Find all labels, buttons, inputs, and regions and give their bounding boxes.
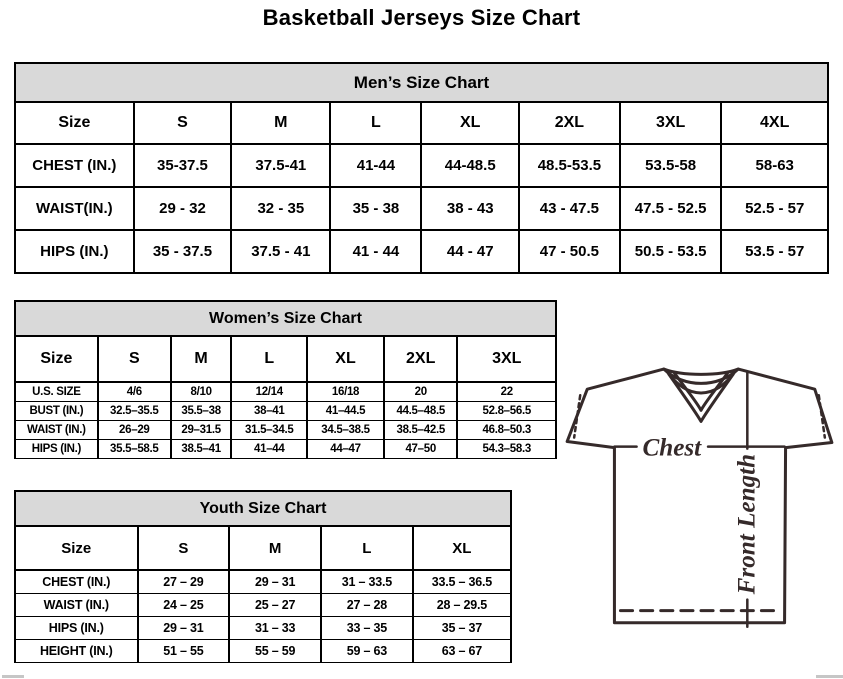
size-cell: 37.5-41 <box>231 144 330 187</box>
table-row <box>15 187 828 230</box>
size-cell: 35-37.5 <box>134 144 232 187</box>
size-cell: 37.5 - 41 <box>231 230 330 273</box>
size-cell: 32.5–35.5 <box>98 401 171 420</box>
table-row <box>15 570 511 593</box>
table-row <box>15 420 556 439</box>
size-cell: 59 – 63 <box>321 639 413 662</box>
column-header-xl: XL <box>421 102 519 144</box>
column-header-m: M <box>171 336 232 382</box>
size-cell: 44–47 <box>307 439 384 458</box>
size-cell: 41 - 44 <box>330 230 421 273</box>
size-cell: 31 – 33 <box>229 616 321 639</box>
size-cell: 41–44.5 <box>307 401 384 420</box>
size-cell: 41–44 <box>231 439 307 458</box>
size-cell: 47.5 - 52.5 <box>620 187 722 230</box>
size-cell: 29 – 31 <box>229 570 321 593</box>
mens-chart-title: Men’s Size Chart <box>14 62 829 103</box>
size-label-header: Size <box>15 526 138 570</box>
column-header-l: L <box>231 336 307 382</box>
table-row <box>15 401 556 420</box>
size-cell: 4/6 <box>98 382 171 401</box>
table-row <box>15 639 511 662</box>
size-cell: 44-48.5 <box>421 144 519 187</box>
size-cell: 48.5-53.5 <box>519 144 620 187</box>
youth-size-table <box>14 525 512 663</box>
mens-size-chart <box>14 62 829 274</box>
size-label-header: Size <box>15 102 134 144</box>
table-row <box>15 382 556 401</box>
row-label: HEIGHT (IN.) <box>15 639 138 662</box>
size-cell: 52.8–56.5 <box>457 401 556 420</box>
size-cell: 35.5–38 <box>171 401 232 420</box>
size-cell: 12/14 <box>231 382 307 401</box>
size-cell: 47 - 50.5 <box>519 230 620 273</box>
mens-size-table <box>14 101 829 274</box>
size-cell: 35 - 38 <box>330 187 421 230</box>
column-header-2xl: 2XL <box>519 102 620 144</box>
page-title: Basketball Jerseys Size Chart <box>262 5 581 30</box>
row-label: HIPS (IN.) <box>15 616 138 639</box>
size-cell: 51 – 55 <box>138 639 230 662</box>
column-header-2xl: 2XL <box>384 336 458 382</box>
youth-size-chart <box>14 490 512 663</box>
row-label: BUST (IN.) <box>15 401 98 420</box>
size-cell: 38–41 <box>231 401 307 420</box>
column-header-m: M <box>229 526 321 570</box>
size-cell: 25 – 27 <box>229 593 321 616</box>
size-cell: 16/18 <box>307 382 384 401</box>
size-cell: 27 – 28 <box>321 593 413 616</box>
size-cell: 47–50 <box>384 439 458 458</box>
row-label: U.S. SIZE <box>15 382 98 401</box>
size-cell: 34.5–38.5 <box>307 420 384 439</box>
table-row <box>15 616 511 639</box>
column-header-l: L <box>330 102 421 144</box>
column-header-s: S <box>138 526 230 570</box>
row-label: HIPS (IN.) <box>15 230 134 273</box>
row-label: WAIST(IN.) <box>15 187 134 230</box>
column-header-3xl: 3XL <box>457 336 556 382</box>
table-row <box>15 230 828 273</box>
jersey-measurement-diagram <box>556 358 843 660</box>
column-header-l: L <box>321 526 413 570</box>
row-label: WAIST (IN.) <box>15 420 98 439</box>
size-cell: 27 – 29 <box>138 570 230 593</box>
size-cell: 28 – 29.5 <box>413 593 511 616</box>
size-cell: 29–31.5 <box>171 420 232 439</box>
size-cell: 52.5 - 57 <box>721 187 828 230</box>
size-cell: 53.5-58 <box>620 144 722 187</box>
size-cell: 43 - 47.5 <box>519 187 620 230</box>
size-cell: 32 - 35 <box>231 187 330 230</box>
size-cell: 29 - 32 <box>134 187 232 230</box>
column-header-s: S <box>134 102 232 144</box>
size-cell: 35.5–58.5 <box>98 439 171 458</box>
womens-size-table <box>14 335 557 459</box>
front-length-label: Front Length <box>733 453 761 595</box>
womens-size-chart <box>14 300 557 459</box>
size-cell: 44 - 47 <box>421 230 519 273</box>
size-cell: 38.5–41 <box>171 439 232 458</box>
size-cell: 50.5 - 53.5 <box>620 230 722 273</box>
column-header-xl: XL <box>307 336 384 382</box>
womens-chart-title: Women’s Size Chart <box>14 300 557 337</box>
size-cell: 31.5–34.5 <box>231 420 307 439</box>
size-cell: 63 – 67 <box>413 639 511 662</box>
row-label: CHEST (IN.) <box>15 570 138 593</box>
size-cell: 33 – 35 <box>321 616 413 639</box>
size-cell: 22 <box>457 382 556 401</box>
chest-label: Chest <box>642 434 702 462</box>
column-header-4xl: 4XL <box>721 102 828 144</box>
size-cell: 29 – 31 <box>138 616 230 639</box>
table-row <box>15 439 556 458</box>
size-cell: 58-63 <box>721 144 828 187</box>
size-cell: 53.5 - 57 <box>721 230 828 273</box>
column-header-3xl: 3XL <box>620 102 722 144</box>
size-cell: 41-44 <box>330 144 421 187</box>
size-cell: 20 <box>384 382 458 401</box>
size-label-header: Size <box>15 336 98 382</box>
size-cell: 24 – 25 <box>138 593 230 616</box>
scrollbar-fragment-left <box>2 675 24 678</box>
youth-chart-title: Youth Size Chart <box>14 490 512 527</box>
size-cell: 8/10 <box>171 382 232 401</box>
size-cell: 26–29 <box>98 420 171 439</box>
row-label: CHEST (IN.) <box>15 144 134 187</box>
column-header-s: S <box>98 336 171 382</box>
size-cell: 38 - 43 <box>421 187 519 230</box>
scrollbar-fragment-right <box>816 675 843 678</box>
header-row <box>15 526 511 570</box>
size-cell: 46.8–50.3 <box>457 420 556 439</box>
size-cell: 35 – 37 <box>413 616 511 639</box>
column-header-xl: XL <box>413 526 511 570</box>
header-row <box>15 336 556 382</box>
table-row <box>15 144 828 187</box>
size-cell: 31 – 33.5 <box>321 570 413 593</box>
size-cell: 38.5–42.5 <box>384 420 458 439</box>
header-row <box>15 102 828 144</box>
size-cell: 55 – 59 <box>229 639 321 662</box>
size-cell: 54.3–58.3 <box>457 439 556 458</box>
size-cell: 44.5–48.5 <box>384 401 458 420</box>
table-row <box>15 593 511 616</box>
row-label: WAIST (IN.) <box>15 593 138 616</box>
size-cell: 35 - 37.5 <box>134 230 232 273</box>
size-cell: 33.5 – 36.5 <box>413 570 511 593</box>
row-label: HIPS (IN.) <box>15 439 98 458</box>
column-header-m: M <box>231 102 330 144</box>
